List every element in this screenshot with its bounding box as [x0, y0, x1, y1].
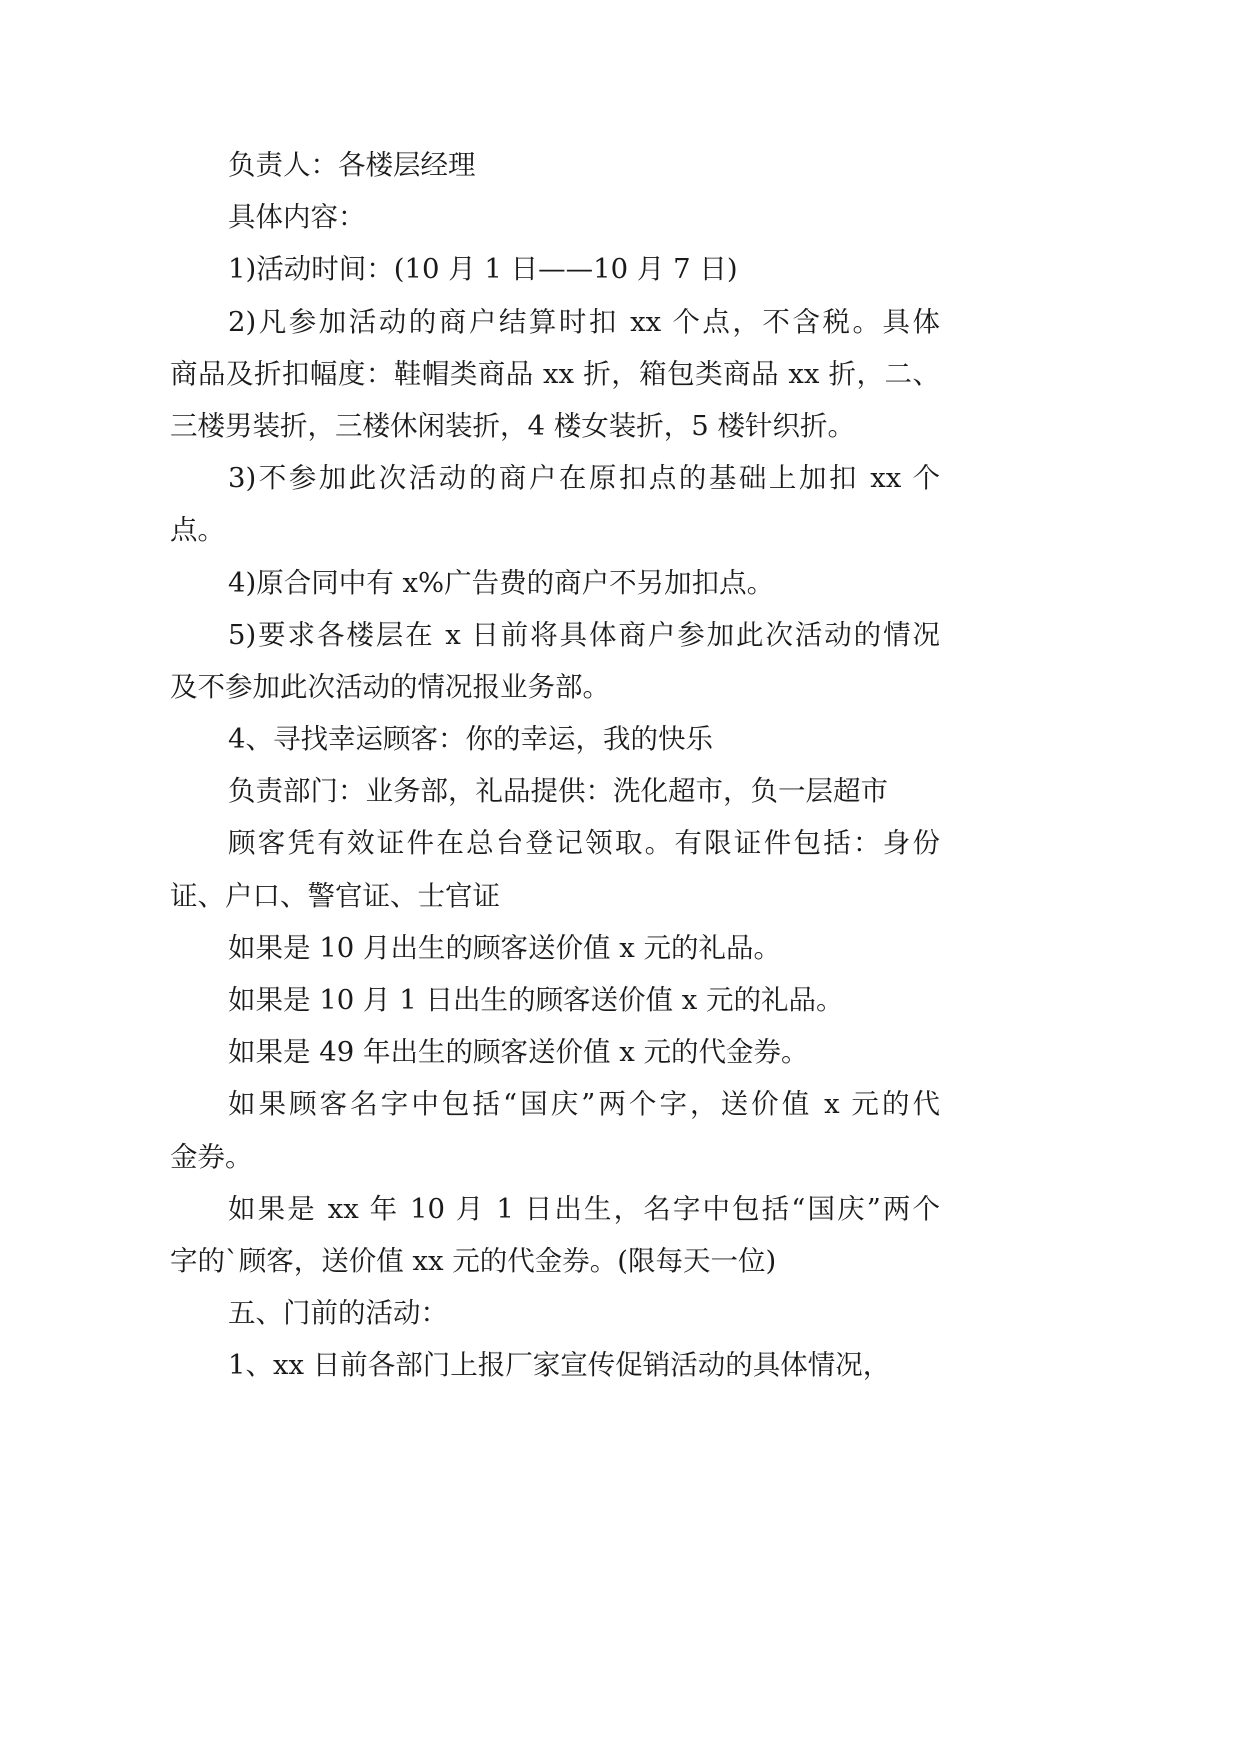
text-line: 2)凡参加活动的商户结算时扣 xx 个点，不含税。具体 [228, 305, 940, 338]
text-line: 1、xx 日前各部门上报厂家宣传促销活动的具体情况， [228, 1349, 891, 1382]
paragraph-section-5-item-1 [170, 1339, 940, 1391]
text-line: 4、寻找幸运顾客：你的幸运，我的快乐 [228, 723, 713, 756]
paragraph-guoqing-name [170, 1078, 940, 1182]
paragraph-responsible-department [170, 765, 940, 817]
text-line: 点。 [170, 514, 225, 547]
paragraph-october-birthday [170, 922, 940, 974]
text-line: 如果是 10 月 1 日出生的顾客送价值 x 元的礼品。 [228, 984, 844, 1016]
text-line: 三楼男装折，三楼休闲装折，4 楼女装折，5 楼针织折。 [170, 409, 855, 442]
text-line: 如果顾客名字中包括“国庆”两个字，送价值 x 元的代 [228, 1088, 940, 1121]
text-line: 如果是 10 月出生的顾客送价值 x 元的礼品。 [228, 931, 781, 964]
text-line: 5)要求各楼层在 x 日前将具体商户参加此次活动的情况 [228, 618, 940, 651]
text-line: 及不参加此次活动的情况报业务部。 [170, 670, 610, 703]
paragraph-item-2 [170, 296, 940, 453]
paragraph-responsible-person [170, 139, 940, 191]
paragraph-october-first-birthday [170, 974, 940, 1026]
text-line: 字的`顾客，送价值 xx 元的代金券。(限每天一位) [170, 1244, 777, 1277]
paragraph-guoqing-birthday-name [170, 1183, 940, 1287]
text-line: 具体内容： [228, 201, 366, 234]
text-line: 如果是 49 年出生的顾客送价值 x 元的代金券。 [228, 1036, 809, 1069]
paragraph-item-5 [170, 609, 940, 713]
text-line: 顾客凭有效证件在总台登记领取。有限证件包括：身份 [228, 827, 940, 860]
text-line: 商品及折扣幅度：鞋帽类商品 xx 折，箱包类商品 xx 折，二、 [170, 357, 940, 390]
text-line: 证、户口、警官证、士官证 [170, 879, 500, 912]
paragraph-section-4-heading [170, 713, 940, 765]
paragraph-year-49-birthday [170, 1026, 940, 1078]
text-line: 1)活动时间：(10 月 1 日——10 月 7 日) [228, 253, 738, 286]
paragraph-item-1 [170, 243, 940, 295]
paragraph-item-3 [170, 452, 940, 556]
text-line: 负责部门：业务部，礼品提供：洗化超市，负一层超市 [228, 775, 888, 808]
document-body [170, 139, 940, 1392]
text-line: 五、门前的活动： [228, 1297, 448, 1330]
text-line: 负责人：各楼层经理 [228, 149, 476, 181]
text-line: 3)不参加此次活动的商户在原扣点的基础上加扣 xx 个 [228, 462, 940, 495]
text-line: 金券。 [170, 1140, 253, 1173]
text-line: 4)原合同中有 x%广告费的商户不另加扣点。 [228, 566, 775, 599]
text-line: 如果是 xx 年 10 月 1 日出生，名字中包括“国庆”两个 [228, 1192, 940, 1225]
paragraph-details-heading [170, 191, 940, 243]
paragraph-section-5-heading [170, 1287, 940, 1339]
paragraph-item-4 [170, 557, 940, 609]
paragraph-id-documents [170, 817, 940, 921]
